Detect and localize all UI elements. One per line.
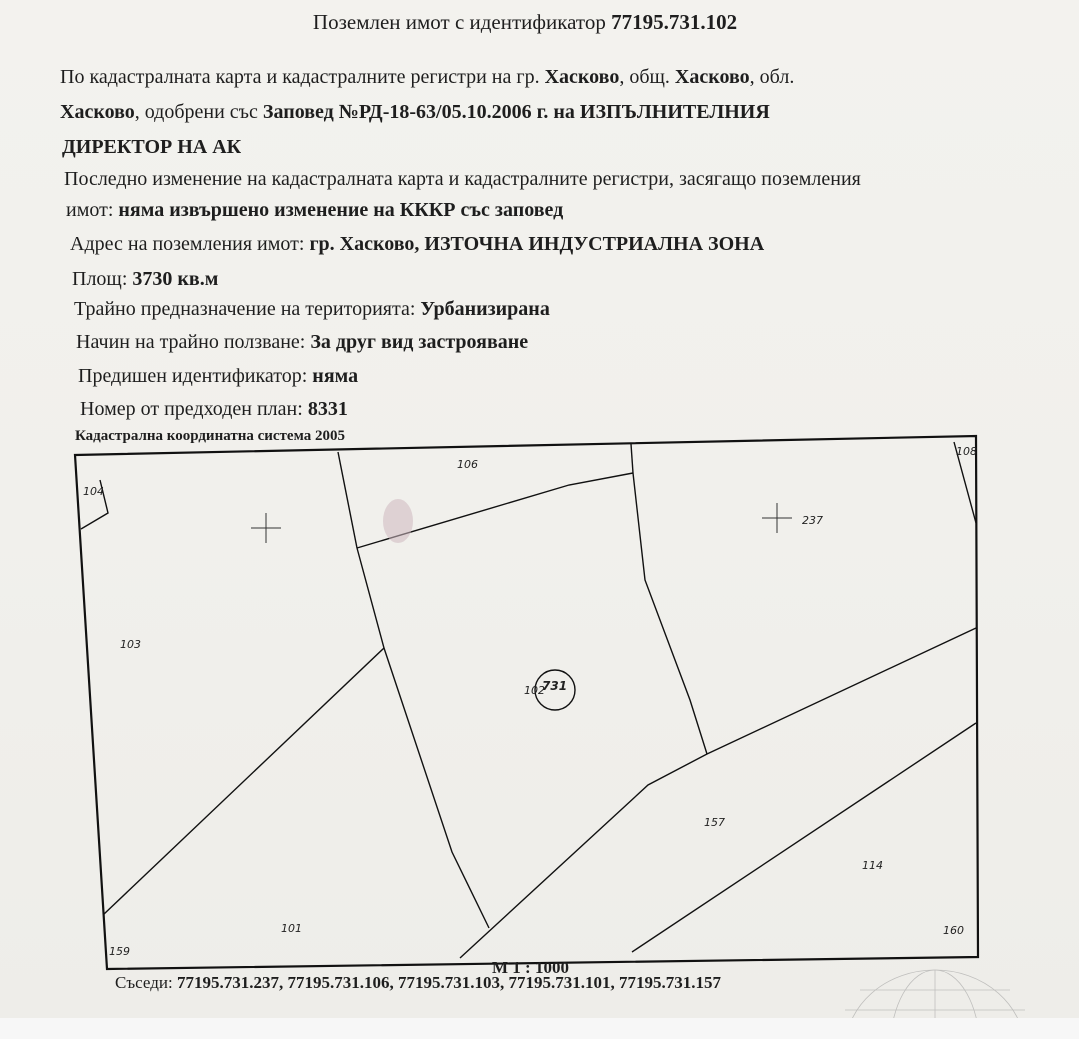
last-change-value: няма извършено изменение на КККР със заповед — [118, 199, 564, 221]
parcel-label: 104 — [83, 485, 104, 498]
title-prefix: Поземлен имот с идентификатор — [312, 10, 606, 34]
crosshair-icon — [251, 513, 281, 543]
parcel-label: 102 — [524, 684, 545, 697]
map-frame — [75, 436, 978, 969]
parcel-label: 103 — [120, 638, 141, 651]
purpose-value: Урбанизирана — [420, 298, 550, 320]
municipality-name: Хасково — [674, 66, 750, 88]
usage-label: Начин на трайно ползване: — [76, 331, 311, 353]
last-change-label: имот: — [66, 199, 119, 221]
region-name: Хасково — [60, 101, 135, 123]
parcel-boundaries — [81, 442, 976, 958]
approval-order-continued: ДИРЕКТОР НА АК — [62, 136, 242, 158]
previous-id-label: Предишен идентификатор: — [78, 365, 313, 387]
boundary-line — [103, 648, 384, 915]
boundary-line — [338, 452, 357, 548]
neighbors-line — [115, 973, 721, 993]
parcel-label: 101 — [281, 922, 302, 935]
cadastral-text: По кадастралната карта и кадастралните регистри на гр. — [60, 66, 545, 88]
globe-watermark-icon — [845, 970, 1025, 1018]
town-name: Хасково — [544, 66, 620, 88]
previous-id-value: няма — [312, 365, 359, 387]
smudge-mark — [383, 499, 413, 543]
area-label: Площ: — [72, 268, 133, 290]
purpose-label: Трайно предназначение на територията: — [74, 298, 421, 320]
neighbors-value: 77195.731.237, 77195.731.106, 77195.731.103, 77195.731.101, 77195.731.157 — [176, 973, 721, 992]
previous-plan-label: Номер от предходен план: — [80, 398, 308, 420]
address-value: гр. Хасково, ИЗТОЧНА ИНДУСТРИАЛНА ЗОНА — [309, 233, 765, 255]
last-change-text: Последно изменение на кадастралната карта и кадастралните регистри, засягащо поземления — [64, 168, 861, 190]
parcel-label: 108 — [956, 445, 977, 458]
cadastral-text: , обл. — [749, 66, 795, 88]
approval-order: Заповед №РД-18-63/05.10.2006 г. на ИЗПЪЛНИТЕЛНИЯ — [262, 101, 770, 123]
parcel-label: 106 — [457, 458, 478, 471]
parcel-identifier: 77195.731.102 — [611, 10, 738, 34]
parcel-label: 237 — [802, 514, 823, 527]
boundary-line — [631, 444, 633, 473]
usage-value: За друг вид застрояване — [310, 331, 529, 353]
parcel-label: 159 — [109, 945, 130, 958]
coordinate-system-label: Кадастрална координатна система 2005 — [75, 428, 345, 444]
address-label: Адрес на поземления имот: — [70, 233, 310, 255]
boundary-line — [632, 723, 976, 952]
previous-plan-value: 8331 — [307, 398, 348, 420]
cadastral-text: , общ. — [619, 66, 675, 88]
map-scale: М 1 : 1000 — [492, 958, 569, 977]
crosshair-icon — [762, 503, 792, 533]
block-number: 731 — [542, 679, 568, 693]
area-value: 3730 кв.м — [132, 268, 219, 290]
cadastral-text: , одобрени със — [134, 101, 263, 123]
parcel-label: 157 — [704, 816, 725, 829]
neighbors-label: Съседи: — [115, 973, 177, 992]
parcel-label: 114 — [862, 859, 883, 872]
boundary-line — [357, 548, 489, 928]
bottom-strip — [0, 1018, 1079, 1039]
boundary-line — [633, 473, 707, 754]
boundary-line — [460, 628, 976, 958]
parcel-label: 160 — [943, 924, 964, 937]
